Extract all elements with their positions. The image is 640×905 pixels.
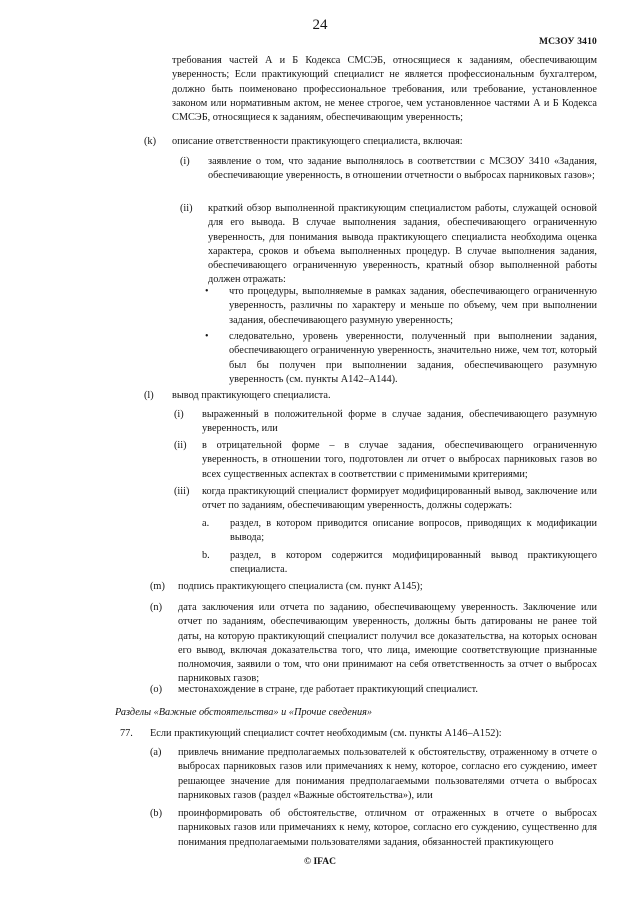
item-k-text: описание ответственности практикующего специалиста, включая: <box>172 136 463 147</box>
item-l-i-label: (i) <box>174 409 184 420</box>
bullet-icon: • <box>205 331 209 342</box>
item-j-continuation: требования частей А и Б Кодекса СМСЭБ, относящиеся к заданиям, обеспечивающим уверенность; Если практикующий специалист не является профессиональным бухгалтером, должно быть поименовано профессиональное требования, или требование, установленное законом или нормативным актом, не менее строгое, чем установленное частями А и Б Кодекса СМСЭБ, относящиеся к заданиям, обеспечивающим уверенность; <box>172 55 597 124</box>
item-l-i-text: выраженный в положительной форме в случае задания, обеспечивающего разумную уверенность, или <box>202 409 597 435</box>
item-k-ii-text: краткий обзор выполненной практикующим специалистом работы, служащей основой для его вывода. В случае выполнения задания, обеспечивающего ограниченную уверенность, для понимания вывода практикующего специалиста необходима оценка характера, сроков и объема выполненных процедур. В случае выполнения задания, обеспечивающего ограниченную уверенность, кратный обзор выполненной работы должен отражать: <box>208 203 597 286</box>
paragraph-77-b-text: проинформировать об обстоятельстве, отличном от отраженных в отчете о выбросах парниковых газов или примечаниях к нему, которое, согласно его суждению, существенно для понимания предполагаемыми пользователями задания, обязанностей практикующего <box>178 808 597 848</box>
item-o-text: местонахождение в стране, где работает практикующий специалист. <box>178 684 478 695</box>
item-k-i-label: (i) <box>180 156 190 167</box>
item-m-text: подпись практикующего специалиста (см. пункт А145); <box>178 581 423 592</box>
item-l-iii-a-label: a. <box>202 518 210 529</box>
paragraph-77-number: 77. <box>120 728 133 739</box>
item-l-ii-label: (ii) <box>174 440 187 451</box>
item-l-iii-a-text: раздел, в котором приводится описание вопросов, приводящих к модификации вывода; <box>230 518 597 544</box>
item-k-ii-bullet-2: следовательно, уровень уверенности, полученный при выполнении задания, обеспечивающего ограниченную уверенность, значительно ниже, чем тот, который был бы получен при выполнении задания, обеспечивающего разумную уверенность (см. пункты А142–А144). <box>229 331 597 385</box>
paragraph-77-a-label: (a) <box>150 747 162 758</box>
item-l-iii-text: когда практикующий специалист формирует модифицированный вывод, заключение или отчет по заданиям, обеспечивающим уверенность, должны содержать: <box>202 486 597 512</box>
item-m-label: (m) <box>150 581 165 592</box>
item-k-ii-bullet-1: что процедуры, выполняемые в рамках задания, обеспечивающего ограниченную уверенность, различны по характеру и меньше по объему, чем при выполнении задания, обеспечивающего разумную уверенность; <box>229 286 597 326</box>
document-code-header: МСЗОУ 3410 <box>538 37 597 47</box>
paragraph-77-text: Если практикующий специалист сочтет необходимым (см. пункты А146–А152): <box>150 728 502 739</box>
page-number: 24 <box>312 17 328 33</box>
bullet-icon: • <box>205 286 209 297</box>
copyright-footer: © IFAC <box>304 857 336 867</box>
section-heading: Разделы «Важные обстоятельства» и «Прочие сведения» <box>115 707 373 718</box>
item-l-iii-b-text: раздел, в котором содержится модифицированный вывод практикующего специалиста. <box>230 550 597 576</box>
item-l-ii-text: в отрицательной форме – в случае задания, обеспечивающего ограниченную уверенность, в отношении того, подготовлен ли отчет о выбросах парниковых газов во всех существенных аспектах в соответствии с применимыми критериями; <box>202 440 597 480</box>
item-l-label: (l) <box>144 390 154 401</box>
item-k-i-text: заявление о том, что задание выполнялось в соответствии с МСЗОУ 3410 «Задания, обеспечивающие уверенность, в отношении отчетности о выбросах парниковых газов»; <box>208 156 597 182</box>
item-k-ii-label: (ii) <box>180 203 193 214</box>
paragraph-77-a-text: привлечь внимание предполагаемых пользователей к обстоятельству, отраженному в отчете о выбросах парниковых газов или примечаниях к нему, которое, согласно его суждению, имеет решающее значение для понимания предполагаемыми пользователями отчета о выбросах парниковых газов (раздел «Важные обстоятельства»), или <box>178 747 597 801</box>
item-n-text: дата заключения или отчета по заданию, обеспечивающему уверенность. Заключение или отчет по заданиям, обеспечивающим уверенность, должны быть датированы не ранее той даты, на которую практикующий специалист получил все доказательства, на которых основан его вывод, включая доказательства того, что лица, имеющие соответствующие признанные полномочия, заявили о том, что они принимают на себя ответственность за отчет о выбросах парниковых газов; <box>178 602 597 685</box>
item-n-label: (n) <box>150 602 163 613</box>
paragraph-77-b-label: (b) <box>150 808 163 819</box>
item-l-iii-b-label: b. <box>202 550 210 561</box>
item-l-text: вывод практикующего специалиста. <box>172 390 331 401</box>
item-o-label: (o) <box>150 684 163 695</box>
item-l-iii-label: (iii) <box>174 486 190 497</box>
item-k-label: (k) <box>144 136 157 147</box>
